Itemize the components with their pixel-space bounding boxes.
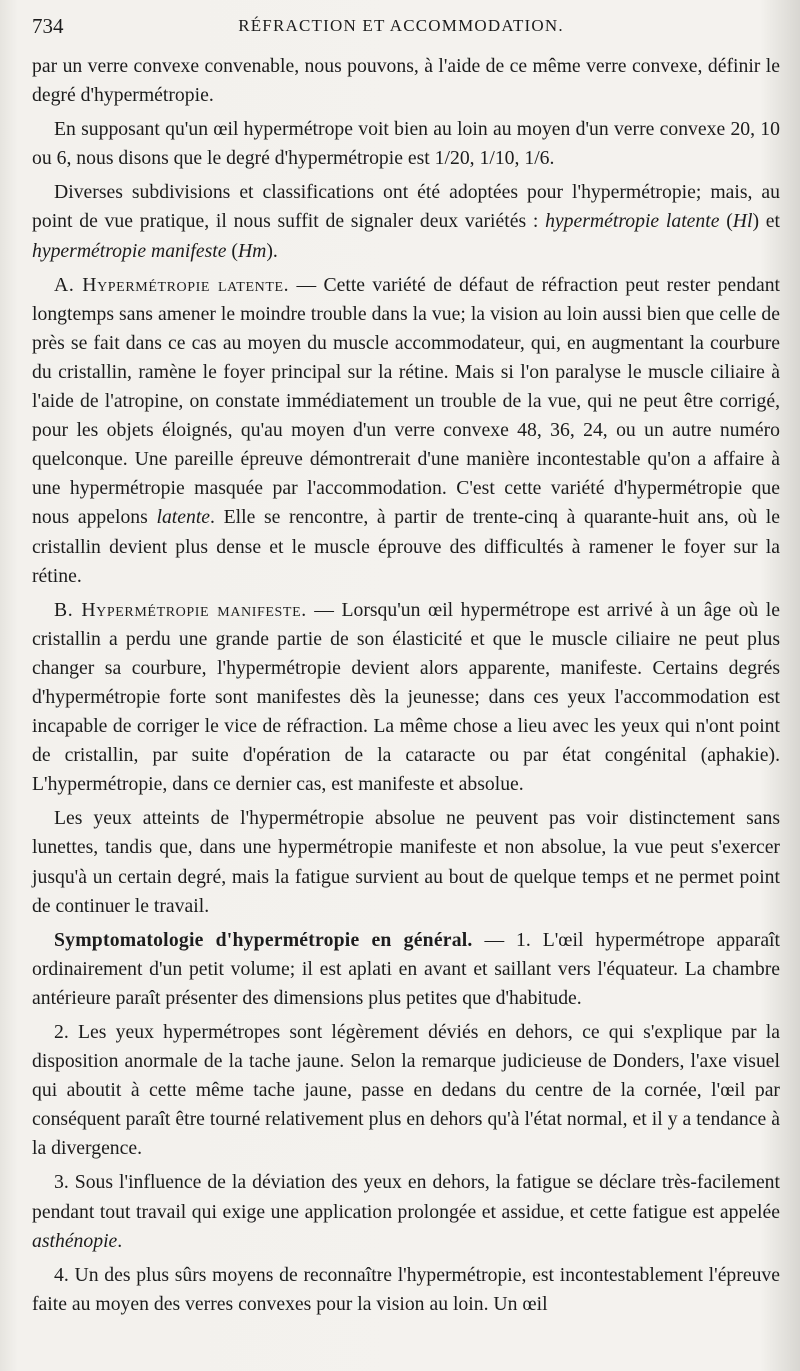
body-text xyxy=(32,52,780,1324)
page-header xyxy=(32,14,770,42)
paragraph-10: 4. Un des plus sûrs moyens de reconnaître l'hypermétropie, est incontestablement l'épreuve faite au moyen des verres convexes pour la vision au loin. Un œil xyxy=(32,1263,780,1315)
paragraph-manifest: B. Hypermétropie manifeste. — Lorsqu'un œil hypermétrope est arrivé à un âge où le cristallin a perdu une grande partie de son élasticité et que le muscle ciliaire ne peut plus changer sa courbure, l'hypermétropie devient alors apparente, manifeste. Certains degrés d'hypermétropie forte sont manifestes dès la jeunesse; dans ces yeux l'accommodation est incapable de corriger le vice de réfraction. La même chose a lieu avec les yeux qui n'ont point de cristallin, par suite d'opération de la cataracte ou par état congénital (aphakie). L'hypermétropie, dans ce dernier cas, est manifeste et absolue. xyxy=(32,598,780,796)
section-heading-latent: A. Hypermétropie latente. xyxy=(54,273,290,296)
paragraph-8: 2. Les yeux hypermétropes sont légèrement déviés en dehors, ce qui s'explique par la disposition anormale de la tache jaune. Selon la remarque judicieuse de Donders, l'axe visuel qui aboutit à cette même tache jaune, passe en dedans du centre de la cornée, l'œil par conséquent paraît être tourné relativement plus en dehors qu'à l'état normal, et il y a tendance à la divergence. xyxy=(32,1021,780,1160)
paragraph-3: Diverses subdivisions et classifications ont été adoptées pour l'hypermétropie; mais, au point de vue pratique, il nous suffit de signaler deux variétés : hypermétropie latente (Hl) et hypermétropie manifeste (Hm). xyxy=(32,181,780,262)
running-title: RÉFRACTION ET ACCOMMODATION. xyxy=(238,16,564,35)
paragraph-1: par un verre convexe convenable, nous pouvons, à l'aide de ce même verre convexe, définir le degré d'hypermétropie. xyxy=(32,55,780,107)
paragraph-latent: A. Hypermétropie latente. — Cette variété de défaut de réfraction peut rester pendant longtemps sans amener le moindre trouble dans la vue; la vision au loin aussi bien que celle de près se fait dans ce cas au moyen du muscle accommodateur, qui, en augmentant la courbure du cristallin, ramène le foyer principal sur la rétine. Mais si l'on paralyse le muscle ciliaire à l'aide de l'atropine, on constate immédiatement un trouble de la vue, qui ne peut être corrigé, pour les objets éloignés, qu'au moyen d'un verre convexe 48, 36, 24, ou un autre numéro quelconque. Une pareille épreuve démontrerait d'une manière incontestable qu'on a affaire à une hypermétropie masquée par l'accommodation. C'est cette variété d'hypermétropie que nous appelons latente. Elle se rencontre, à partir de trente-cinq à quarante-huit ans, où le cristallin devient plus dense et le muscle éprouve des difficultés à ramener le foyer sur la rétine. xyxy=(32,273,781,587)
page-number: 734 xyxy=(32,14,64,38)
paragraph-6: Les yeux atteints de l'hypermétropie absolue ne peuvent pas voir distinctement sans lunettes, tandis que, dans une hypermétropie manifeste et non absolue, la vue peut s'exercer jusqu'à un certain degré, mais la fatigue survient au bout de quelque temps et ne permet point de continuer le travail. xyxy=(32,807,780,917)
section-heading-symptomatology: Symptomatologie d'hypermétropie en général. xyxy=(54,928,473,951)
section-heading-manifest: B. Hypermétropie manifeste. xyxy=(54,598,307,621)
paragraph-2: En supposant qu'un œil hypermétrope voit bien au loin au moyen d'un verre convexe 20, 10 ou 6, nous disons que le degré d'hypermétropie est 1/20, 1/10, 1/6. xyxy=(32,118,780,170)
paragraph-symptomatology: Symptomatologie d'hypermétropie en général. — 1. L'œil hypermétrope apparaît ordinairement d'un petit volume; il est aplati en avant et saillant vers l'équateur. La chambre antérieure paraît présenter des dimensions plus petites que d'habitude. xyxy=(32,928,780,1009)
paragraph-9: 3. Sous l'influence de la déviation des yeux en dehors, la fatigue se déclare très-facilement pendant tout travail qui exige une application prolongée et assidue, et cette fatigue est appelée asthénopie. xyxy=(32,1171,780,1252)
